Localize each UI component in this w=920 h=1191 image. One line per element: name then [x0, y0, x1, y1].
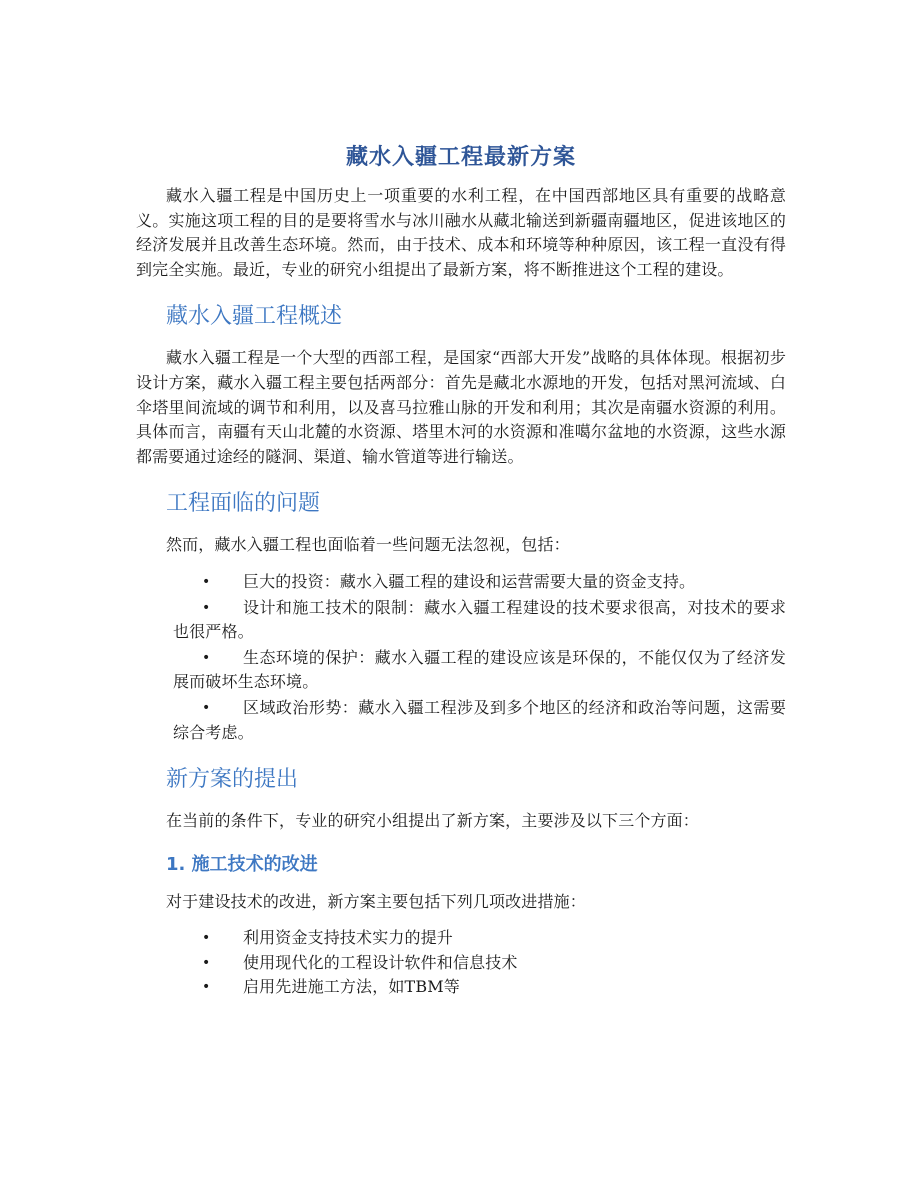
new-plan-lead-paragraph: 在当前的条件下，专业的研究小组提出了新方案，主要涉及以下三个方面： — [166, 811, 699, 831]
construction-tech-bullet-list — [136, 926, 786, 1000]
list-item — [136, 646, 786, 695]
bullet-icon: • — [202, 699, 211, 716]
list-item-text: 区域政治形势：藏水入疆工程涉及到多个地区的经济和政治等问题，这需要综合考虑。 — [173, 697, 786, 742]
bullet-icon: • — [202, 930, 211, 947]
bullet-icon: • — [202, 649, 211, 666]
list-item-text: 使用现代化的工程设计软件和信息技术 — [243, 952, 518, 972]
document-title: 藏水入疆工程最新方案 — [345, 145, 576, 170]
bullet-icon: • — [202, 599, 211, 616]
list-item-text: 设计和施工技术的限制：藏水入疆工程建设的技术要求很高，对技术的要求也很严格。 — [173, 597, 786, 642]
list-item — [136, 975, 786, 1000]
list-item — [136, 596, 786, 645]
bullet-icon: • — [202, 979, 211, 996]
intro-paragraph: 藏水入疆工程是中国历史上一项重要的水利工程，在中国西部地区具有重要的战略意义。实施这项工程的目的是要将雪水与冰川融水从藏北输送到新疆南疆地区，促进该地区的经济发展并且改善生态环境。然而，由于技术、成本和环境等种种原因，该工程一直没有得到完全实施。最近，专业的研究小组提出了最新方案，将不断推进这个工程的建设。 — [136, 186, 786, 279]
list-item-text: 巨大的投资：藏水入疆工程的建设和运营需要大量的资金支持。 — [243, 571, 696, 591]
subsection-heading-construction-tech: 1. 施工技术的改进 — [166, 853, 318, 875]
problems-lead-paragraph: 然而，藏水入疆工程也面临着一些问题无法忽视，包括： — [166, 535, 570, 555]
section-heading-new-plan: 新方案的提出 — [166, 767, 299, 793]
document-content — [136, 142, 786, 1000]
bullet-icon: • — [202, 573, 211, 590]
list-item-text: 启用先进施工方法，如TBM等 — [243, 977, 460, 997]
list-item-text: 生态环境的保护：藏水入疆工程的建设应该是环保的，不能仅仅为了经济发展而破坏生态环境。 — [173, 647, 786, 692]
list-item — [136, 570, 786, 595]
list-item — [136, 951, 786, 976]
section-heading-problems: 工程面临的问题 — [166, 491, 321, 517]
list-item-text: 利用资金支持技术实力的提升 — [243, 928, 453, 948]
section-heading-overview: 藏水入疆工程概述 — [166, 304, 343, 330]
list-item — [136, 696, 786, 745]
bullet-icon: • — [202, 954, 211, 971]
construction-tech-lead-paragraph: 对于建设技术的改进，新方案主要包括下列几项改进措施： — [166, 891, 586, 911]
problems-bullet-list — [136, 570, 786, 745]
list-item — [136, 926, 786, 951]
overview-paragraph: 藏水入疆工程是一个大型的西部工程，是国家“西部大开发”战略的具体体现。根据初步设计方案，藏水入疆工程主要包括两部分：首先是藏北水源地的开发，包括对黑河流域、白伞塔里间流域的调节和利用，以及喜马拉雅山脉的开发和利用；其次是南疆水资源的利用。具体而言，南疆有天山北麓的水资源、塔里木河的水资源和准噶尔盆地的水资源，这些水源都需要通过途经的隧洞、渠道、输水管道等进行输送。 — [136, 348, 786, 466]
